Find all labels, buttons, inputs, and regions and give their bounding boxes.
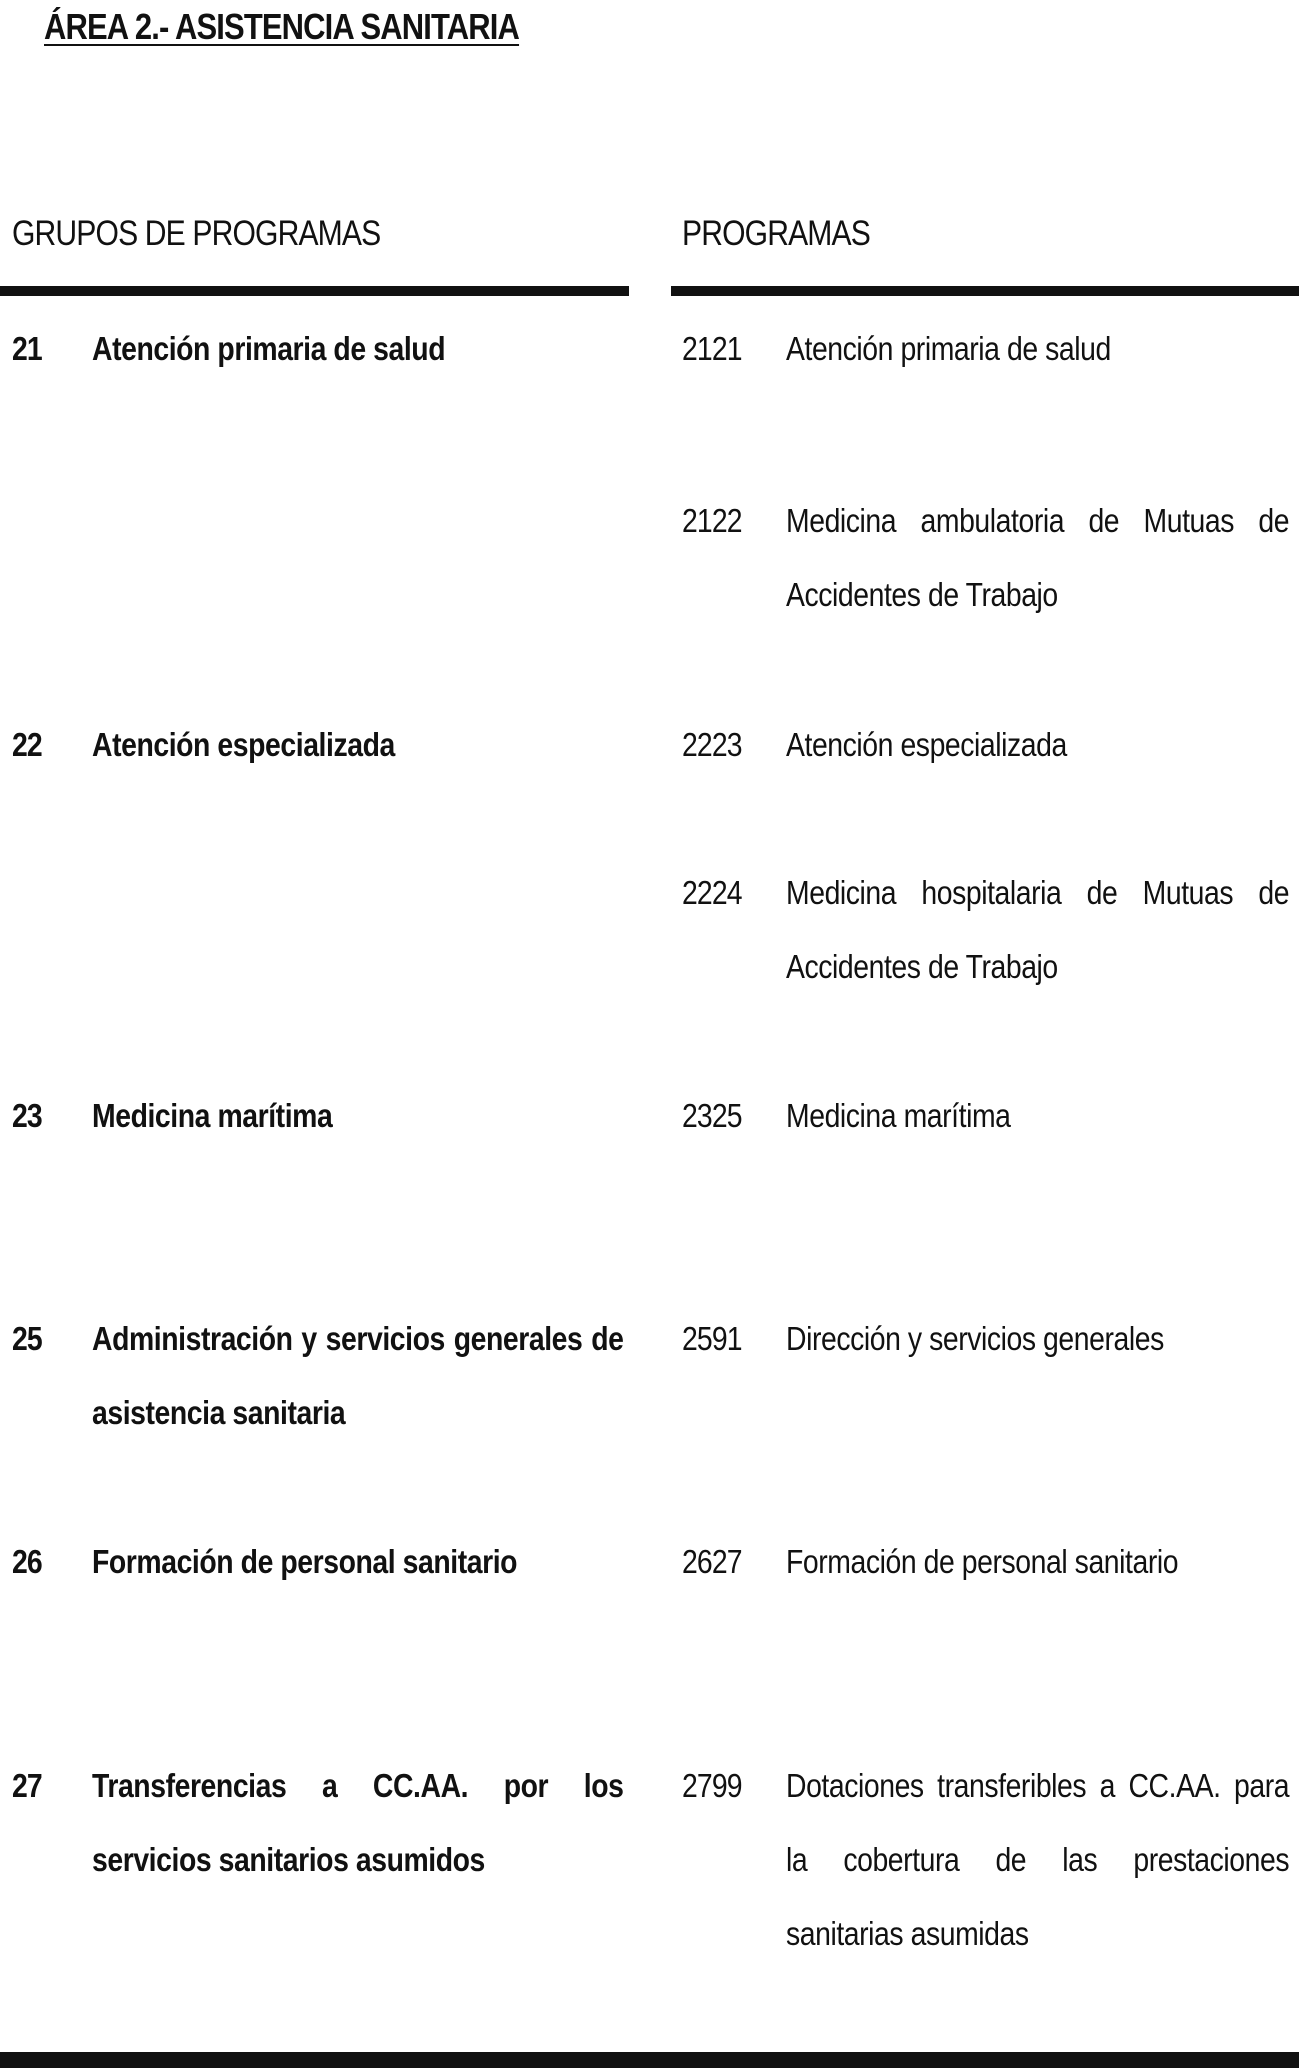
- program-code: 2325: [682, 1097, 742, 1134]
- program-code: 2799: [682, 1767, 742, 1804]
- program-name: Atención primaria de salud: [786, 330, 1111, 367]
- group-code: 21: [12, 330, 42, 367]
- groups-header-rule: [0, 286, 629, 296]
- program-code: 2223: [682, 726, 742, 763]
- group-code: 26: [12, 1543, 42, 1580]
- program-name: Medicina marítima: [786, 1097, 1011, 1134]
- program-code: 2627: [682, 1543, 742, 1580]
- group-code: 23: [12, 1097, 42, 1134]
- programs-column-header: PROGRAMAS: [682, 214, 870, 253]
- program-name: Medicina hospitalaria de Mutuas de Accidentes de Trabajo: [786, 874, 1290, 985]
- groups-column-header: GRUPOS DE PROGRAMAS: [12, 214, 381, 253]
- group-name: Transferencias a CC.AA. por los servicios sanitarios asumidos: [92, 1767, 624, 1878]
- program-name: Atención especializada: [786, 726, 1067, 763]
- programs-header-rule: [671, 286, 1299, 296]
- program-code: 2224: [682, 874, 742, 911]
- program-name: Dotaciones transferibles a CC.AA. para la cobertura de las prestaciones sanitarias asumidas: [786, 1767, 1290, 1952]
- page-title: ÁREA 2.- ASISTENCIA SANITARIA: [44, 6, 520, 47]
- program-name: Dirección y servicios generales: [786, 1320, 1164, 1357]
- group-name: Atención primaria de salud: [92, 330, 446, 367]
- group-name: Administración y servicios generales de asistencia sanitaria: [92, 1320, 624, 1431]
- bottom-rule: [0, 2052, 1299, 2068]
- program-code: 2591: [682, 1320, 742, 1357]
- group-name: Atención especializada: [92, 726, 395, 763]
- group-code: 25: [12, 1320, 42, 1357]
- program-name: Formación de personal sanitario: [786, 1543, 1179, 1580]
- program-code: 2121: [682, 330, 742, 367]
- group-code: 27: [12, 1767, 42, 1804]
- program-code: 2122: [682, 502, 742, 539]
- group-code: 22: [12, 726, 42, 763]
- group-name: Formación de personal sanitario: [92, 1543, 518, 1580]
- program-name: Medicina ambulatoria de Mutuas de Accidentes de Trabajo: [786, 502, 1290, 613]
- group-name: Medicina marítima: [92, 1097, 333, 1134]
